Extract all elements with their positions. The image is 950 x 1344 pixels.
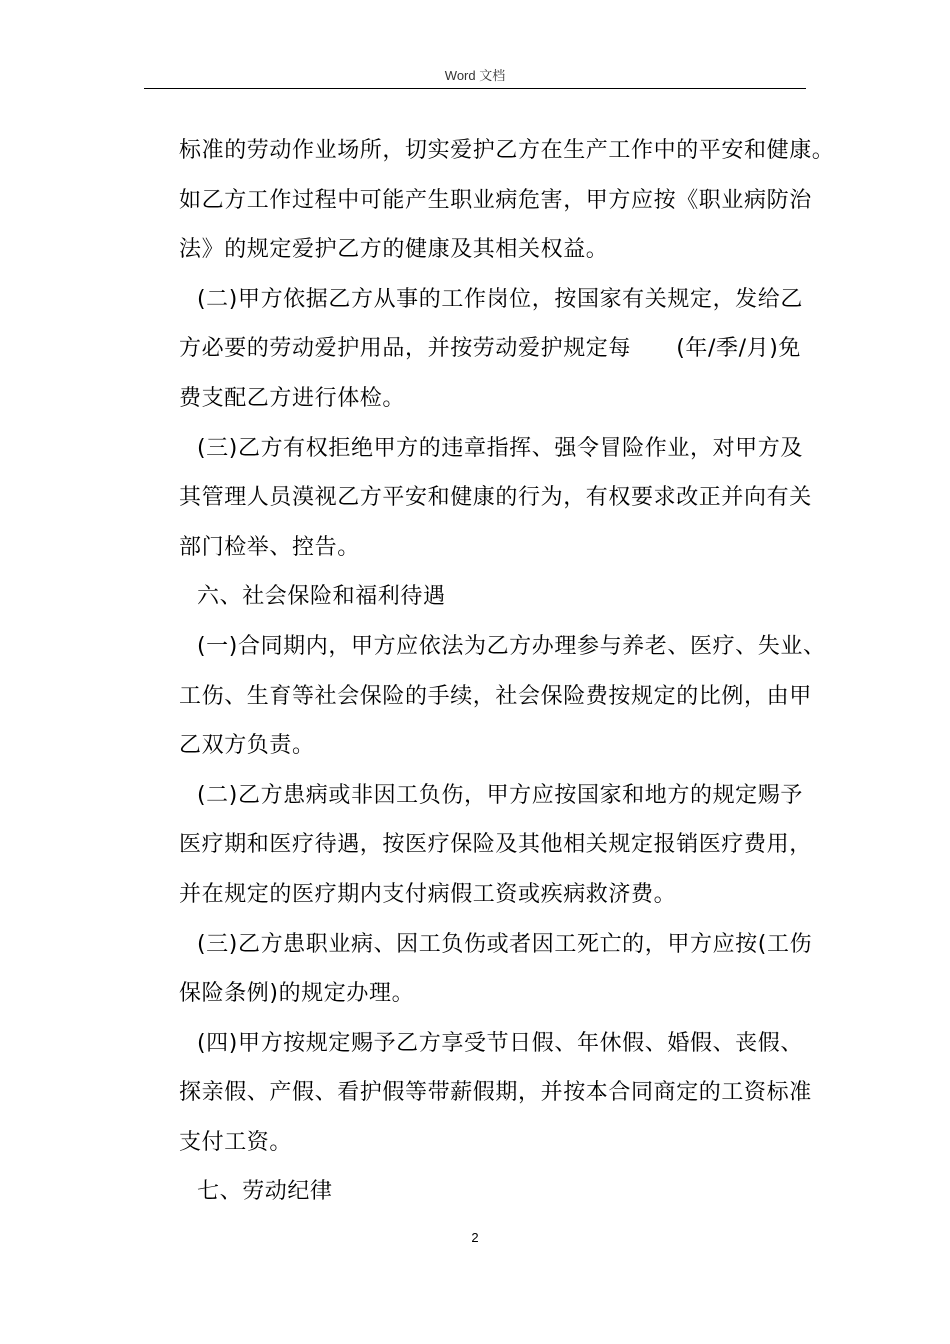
text-line-19: (四)甲方按规定赐予乙方享受节日假、年休假、婚假、丧假、 [197,1030,803,1056]
page-number: 2 [471,1230,479,1245]
document-body [179,126,835,1217]
text-line-1: 标准的劳动作业场所，切实爱护乙方在生产工作中的平安和健康。 [179,138,835,163]
text-line-14: (二)乙方患病或非因工负伤，甲方应按国家和地方的规定赐予 [197,782,803,808]
text-line-20: 探亲假、产假、看护假等带薪假期，并按本合同商定的工资标准 [179,1080,812,1106]
text-line-8: 其管理人员漠视乙方平安和健康的行为，有权要求改正并向有关 [179,485,812,511]
text-line-11: (一)合同期内，甲方应依法为乙方办理参与养老、医疗、失业、 [197,633,826,659]
text-line-13: 乙双方负责。 [179,733,315,759]
header-divider [144,88,806,89]
text-line-6: 费支配乙方进行体检。 [179,385,406,411]
text-line-18: 保险条例)的规定办理。 [179,981,415,1007]
text-line-16: 并在规定的医疗期内支付病假工资或疾病救济费。 [179,881,677,907]
text-line-15: 医疗期和医疗待遇，按医疗保险及其他相关规定报销医疗费用， [179,832,812,858]
section-heading-social-insurance: 六、社会保险和福利待遇 [197,584,446,610]
text-line-4: (二)甲方依据乙方从事的工作岗位，按国家有关规定，发给乙 [197,286,803,312]
text-line-9: 部门检举、控告。 [179,534,360,560]
page-header-title: Word 文档 [444,68,506,83]
text-line-21: 支付工资。 [179,1129,293,1155]
text-line-3: 法》的规定爱护乙方的健康及其相关权益。 [179,237,609,263]
text-line-7: (三)乙方有权拒绝甲方的违章指挥、强令冒险作业，对甲方及 [197,435,803,461]
text-line-12: 工伤、生育等社会保险的手续，社会保险费按规定的比例，由甲 [179,683,812,709]
text-line-17: (三)乙方患职业病、因工负伤或者因工死亡的，甲方应按(工伤 [197,931,813,957]
section-heading-labor-discipline: 七、劳动纪律 [197,1179,333,1205]
text-line-2: 如乙方工作过程中可能产生职业病危害，甲方应按《职业病防治 [179,187,812,213]
text-line-5: 方必要的劳动爱护用品，并按劳动爱护规定每 (年/季/月)免 [179,336,801,362]
